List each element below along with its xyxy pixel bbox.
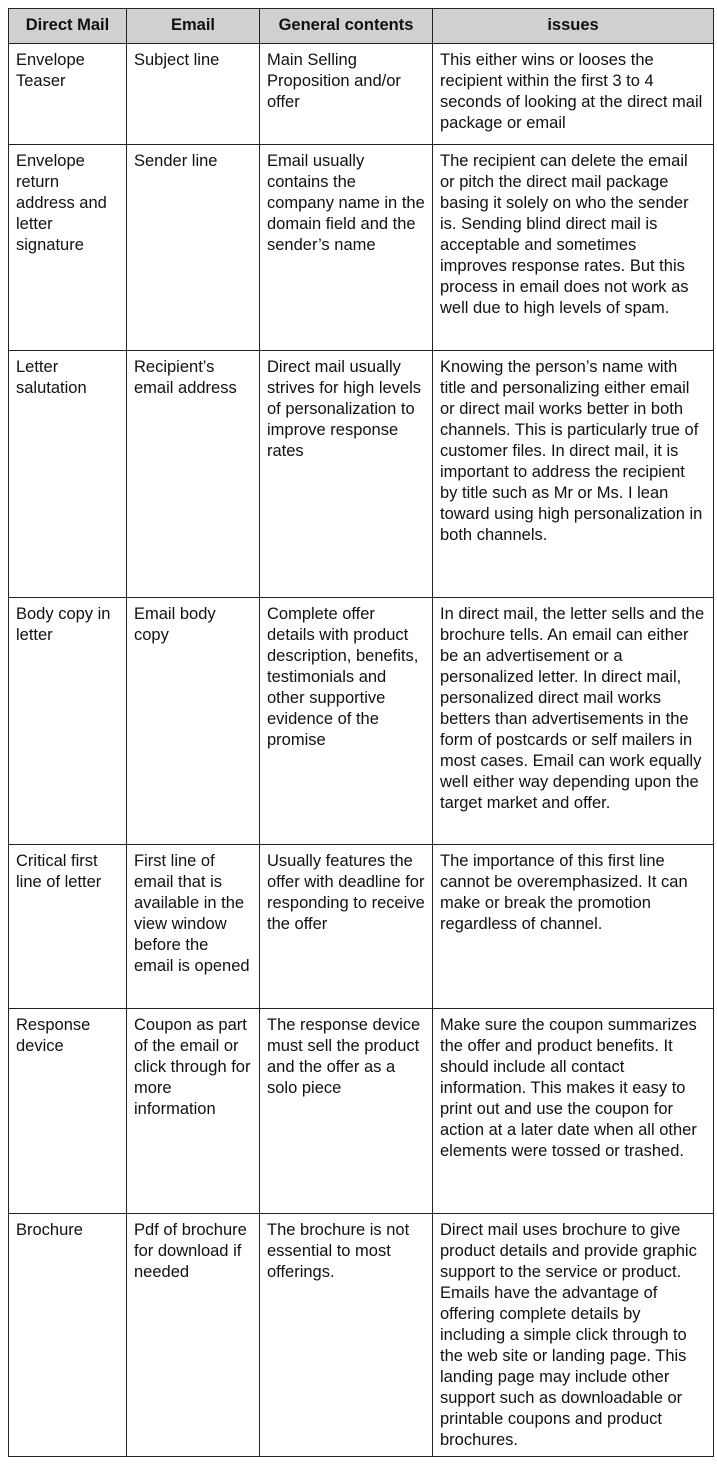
cell-issues: This either wins or looses the recipient within the first 3 to 4 seconds of looking at the direct mail package or email (433, 44, 714, 145)
cell-general-contents: Direct mail usually strives for high levels of personalization to improve response rates (260, 351, 433, 598)
cell-direct-mail: Brochure (9, 1214, 127, 1457)
cell-direct-mail: Body copy in letter (9, 598, 127, 845)
cell-issues: The recipient can delete the email or pitch the direct mail package basing it solely on who the sender is. Sending blind direct mail is acceptable and sometimes improves response rates. But this process in email does not work as well due to high levels of spam. (433, 145, 714, 351)
cell-general-contents: Main Selling Proposition and/or offer (260, 44, 433, 145)
cell-email: Email body copy (127, 598, 260, 845)
cell-general-contents: Complete offer details with product description, benefits, testimonials and other supportive evidence of the promise (260, 598, 433, 845)
cell-general-contents: Email usually contains the company name in the domain field and the sender’s name (260, 145, 433, 351)
cell-issues: Make sure the coupon summarizes the offer and product benefits. It should include all contact information. This makes it easy to print out and use the coupon for action at a later date when all other elements were tossed or trashed. (433, 1009, 714, 1214)
header-email: Email (127, 9, 260, 44)
table-row (9, 598, 714, 845)
table-row (9, 845, 714, 1009)
cell-general-contents: The brochure is not essential to most offerings. (260, 1214, 433, 1457)
header-direct-mail: Direct Mail (9, 9, 127, 44)
cell-issues: The importance of this first line cannot be overemphasized. It can make or break the promotion regardless of channel. (433, 845, 714, 1009)
header-row (9, 9, 714, 44)
cell-email: First line of email that is available in the view window before the email is opened (127, 845, 260, 1009)
header-issues: issues (433, 9, 714, 44)
cell-email: Subject line (127, 44, 260, 145)
cell-general-contents: The response device must sell the product and the offer as a solo piece (260, 1009, 433, 1214)
table-row (9, 1009, 714, 1214)
cell-direct-mail: Envelope return address and letter signature (9, 145, 127, 351)
cell-email: Sender line (127, 145, 260, 351)
cell-direct-mail: Response device (9, 1009, 127, 1214)
cell-issues: Knowing the person’s name with title and personalizing either email or direct mail works better in both channels. This is particularly true of customer files. In direct mail, it is important to address the recipient by title such as Mr or Ms. I lean toward using high personalization in both channels. (433, 351, 714, 598)
cell-direct-mail: Critical first line of letter (9, 845, 127, 1009)
document-page (8, 8, 714, 1457)
comparison-table (8, 8, 714, 1457)
cell-general-contents: Usually features the offer with deadline for responding to receive the offer (260, 845, 433, 1009)
cell-direct-mail: Envelope Teaser (9, 44, 127, 145)
cell-email: Coupon as part of the email or click through for more information (127, 1009, 260, 1214)
table-body (9, 44, 714, 1457)
table-header (9, 9, 714, 44)
cell-direct-mail: Letter salutation (9, 351, 127, 598)
cell-email: Pdf of brochure for download if needed (127, 1214, 260, 1457)
cell-issues: Direct mail uses brochure to give product details and provide graphic support to the service or product. Emails have the advantage of offering complete details by including a simple click through to the web site or landing page. This landing page may include other support such as downloadable or printable coupons and product brochures. (433, 1214, 714, 1457)
cell-email: Recipient’s email address (127, 351, 260, 598)
table-row (9, 351, 714, 598)
cell-issues: In direct mail, the letter sells and the brochure tells. An email can either be an advertisement or a personalized letter. In direct mail, personalized direct mail works betters than advertisements in the form of postcards or self mailers in most cases. Email can work equally well either way depending upon the target market and offer. (433, 598, 714, 845)
table-row (9, 1214, 714, 1457)
table-row (9, 145, 714, 351)
header-general-contents: General contents (260, 9, 433, 44)
table-row (9, 44, 714, 145)
